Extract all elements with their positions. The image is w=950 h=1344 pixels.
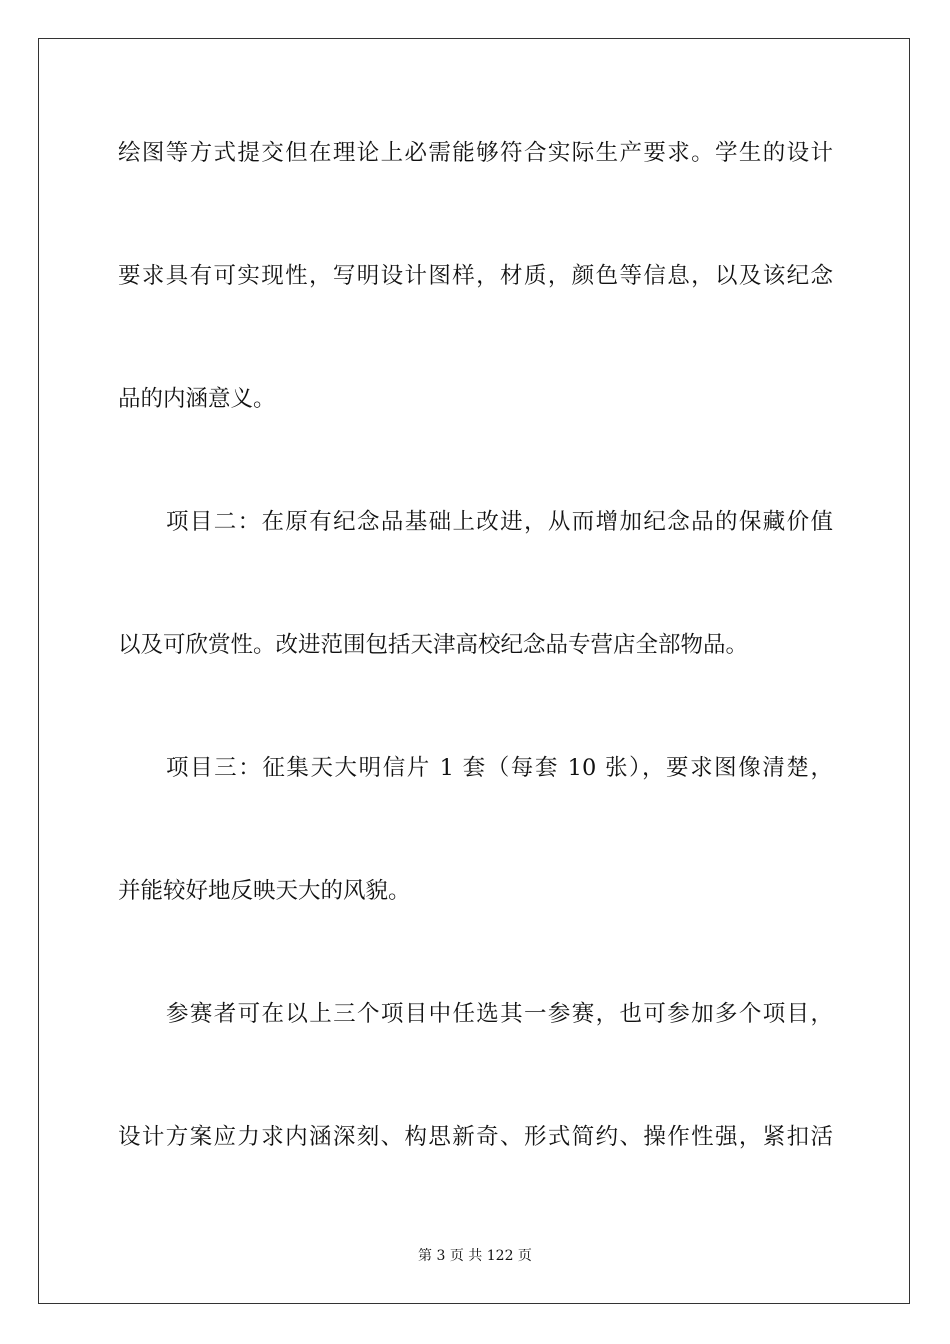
- body-line-9: 设计方案应力求内涵深刻、构思新奇、形式简约、操作性强，紧扣活: [118, 1124, 833, 1150]
- body-line-5: 以及可欣赏性。改进范围包括天津高校纪念品专营店全部物品。: [118, 632, 749, 658]
- body-line-7: 并能较好地反映天大的风貌。: [118, 878, 411, 904]
- body-line-8: 参赛者可在以上三个项目中任选其一参赛，也可参加多个项目，: [166, 1001, 833, 1027]
- body-line-2: 要求具有可实现性，写明设计图样，材质，颜色等信息，以及该纪念: [118, 263, 833, 289]
- body-line-6: 项目三：征集天大明信片 1 套（每套 10 张），要求图像清楚，: [166, 755, 833, 781]
- body-line-3: 品的内涵意义。: [118, 386, 276, 412]
- page-border: [38, 38, 910, 1304]
- page-footer: 第 3 页 共 122 页: [418, 1248, 532, 1264]
- body-line-4: 项目二：在原有纪念品基础上改进，从而增加纪念品的保藏价值: [166, 509, 833, 535]
- body-line-1: 绘图等方式提交但在理论上必需能够符合实际生产要求。学生的设计: [118, 140, 833, 166]
